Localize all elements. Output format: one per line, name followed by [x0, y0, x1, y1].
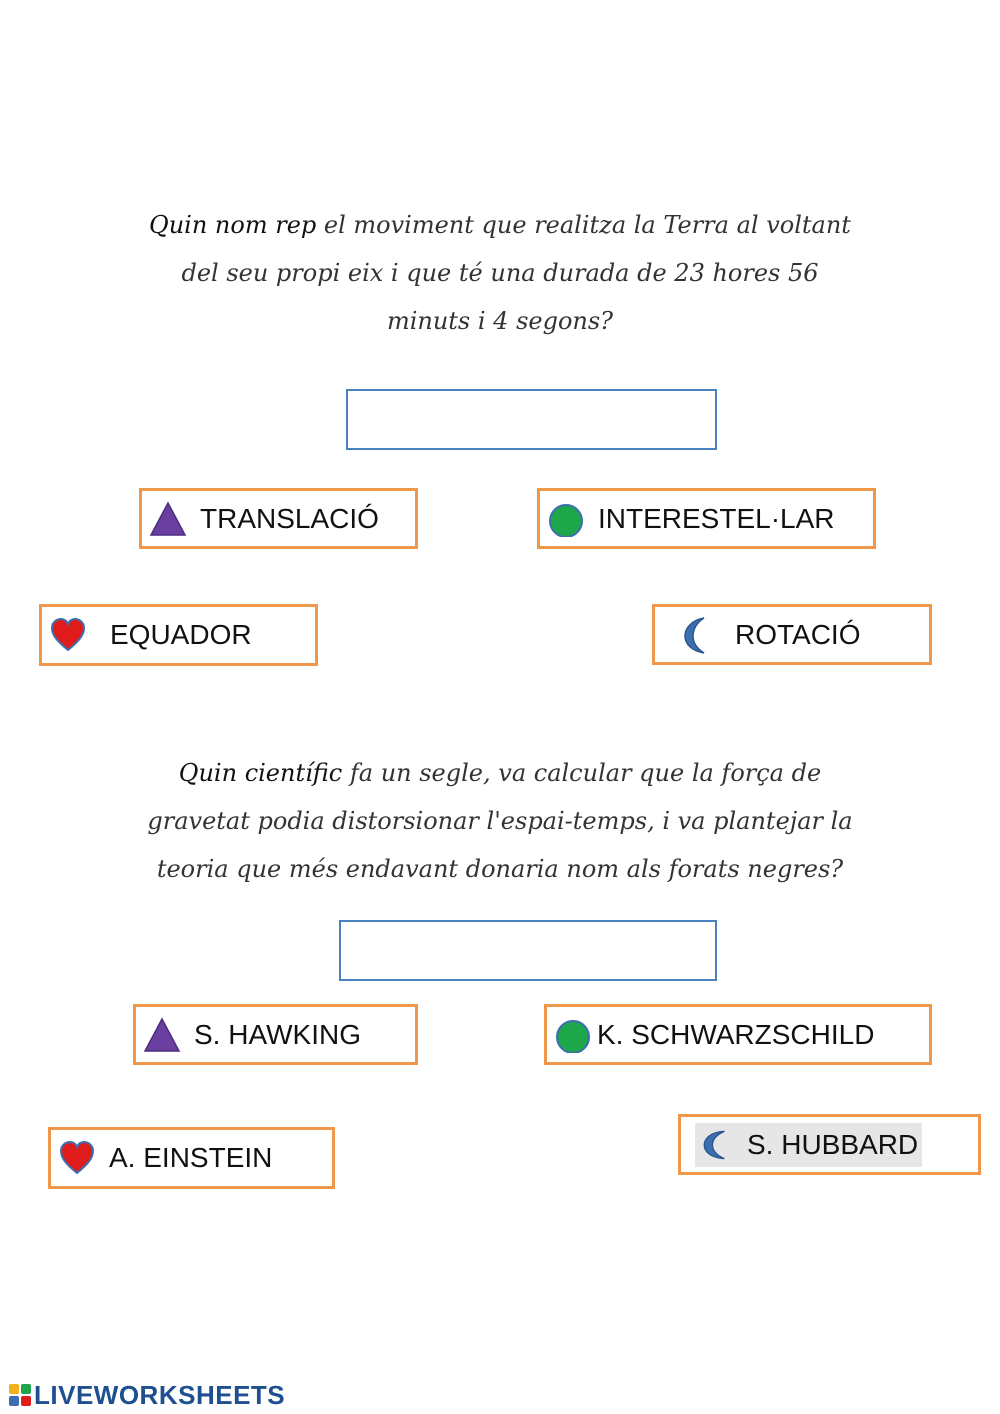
logo-icon	[8, 1383, 32, 1407]
question-2-line-3: teoria que més endavant donaria nom als forats negres?	[156, 855, 844, 883]
question-2-line-1: Quin científic fa un segle, va calcular que la força de	[178, 759, 822, 787]
answer-box-2[interactable]	[339, 920, 717, 981]
triangle-icon	[148, 499, 188, 539]
liveworksheets-logo	[8, 1381, 285, 1409]
option-hawking[interactable]	[133, 1004, 418, 1065]
triangle-icon	[142, 1015, 182, 1055]
option-interestellar[interactable]	[537, 488, 876, 549]
heart-icon	[57, 1138, 97, 1178]
question-1-line-2: del seu propi eix i que té una durada de 23 hores 56	[181, 259, 819, 287]
brand-name: LIVEWORKSHEETS	[34, 1379, 286, 1410]
option-label: K. SCHWARZSCHILD	[597, 1018, 875, 1050]
option-label: EQUADOR	[110, 619, 252, 650]
question-1-line-1: Quin nom rep el moviment que realitza la Terra al voltant	[149, 211, 851, 239]
option-label: S. HUBBARD	[747, 1128, 919, 1160]
option-equador[interactable]	[39, 604, 318, 666]
option-label: TRANSLACIÓ	[200, 502, 379, 534]
question-2-lead: Quin científic	[178, 759, 343, 787]
option-label: A. EINSTEIN	[109, 1142, 273, 1173]
question-1	[100, 201, 900, 345]
question-2-line-2: gravetat podia distorsionar l'espai-temps, i va plantejar la	[147, 807, 853, 835]
heart-icon	[48, 615, 88, 655]
option-schwarzschild[interactable]	[544, 1004, 932, 1065]
answer-box-1[interactable]	[346, 389, 717, 450]
question-1-lead: Quin nom rep	[149, 211, 317, 239]
option-translacio[interactable]	[139, 488, 418, 549]
option-hubbard[interactable]	[678, 1114, 981, 1175]
option-label: S. HAWKING	[194, 1018, 361, 1050]
question-1-line-3: minuts i 4 segons?	[386, 307, 614, 335]
option-highlight	[695, 1123, 922, 1167]
option-einstein[interactable]	[48, 1127, 335, 1189]
option-label: INTERESTEL·LAR	[598, 502, 835, 534]
question-2	[100, 749, 900, 893]
option-label: ROTACIÓ	[735, 618, 861, 650]
option-rotacio[interactable]	[652, 604, 932, 665]
moon-icon	[697, 1125, 737, 1165]
moon-icon	[675, 615, 715, 655]
circle-icon	[553, 1015, 593, 1055]
circle-icon	[546, 499, 586, 539]
